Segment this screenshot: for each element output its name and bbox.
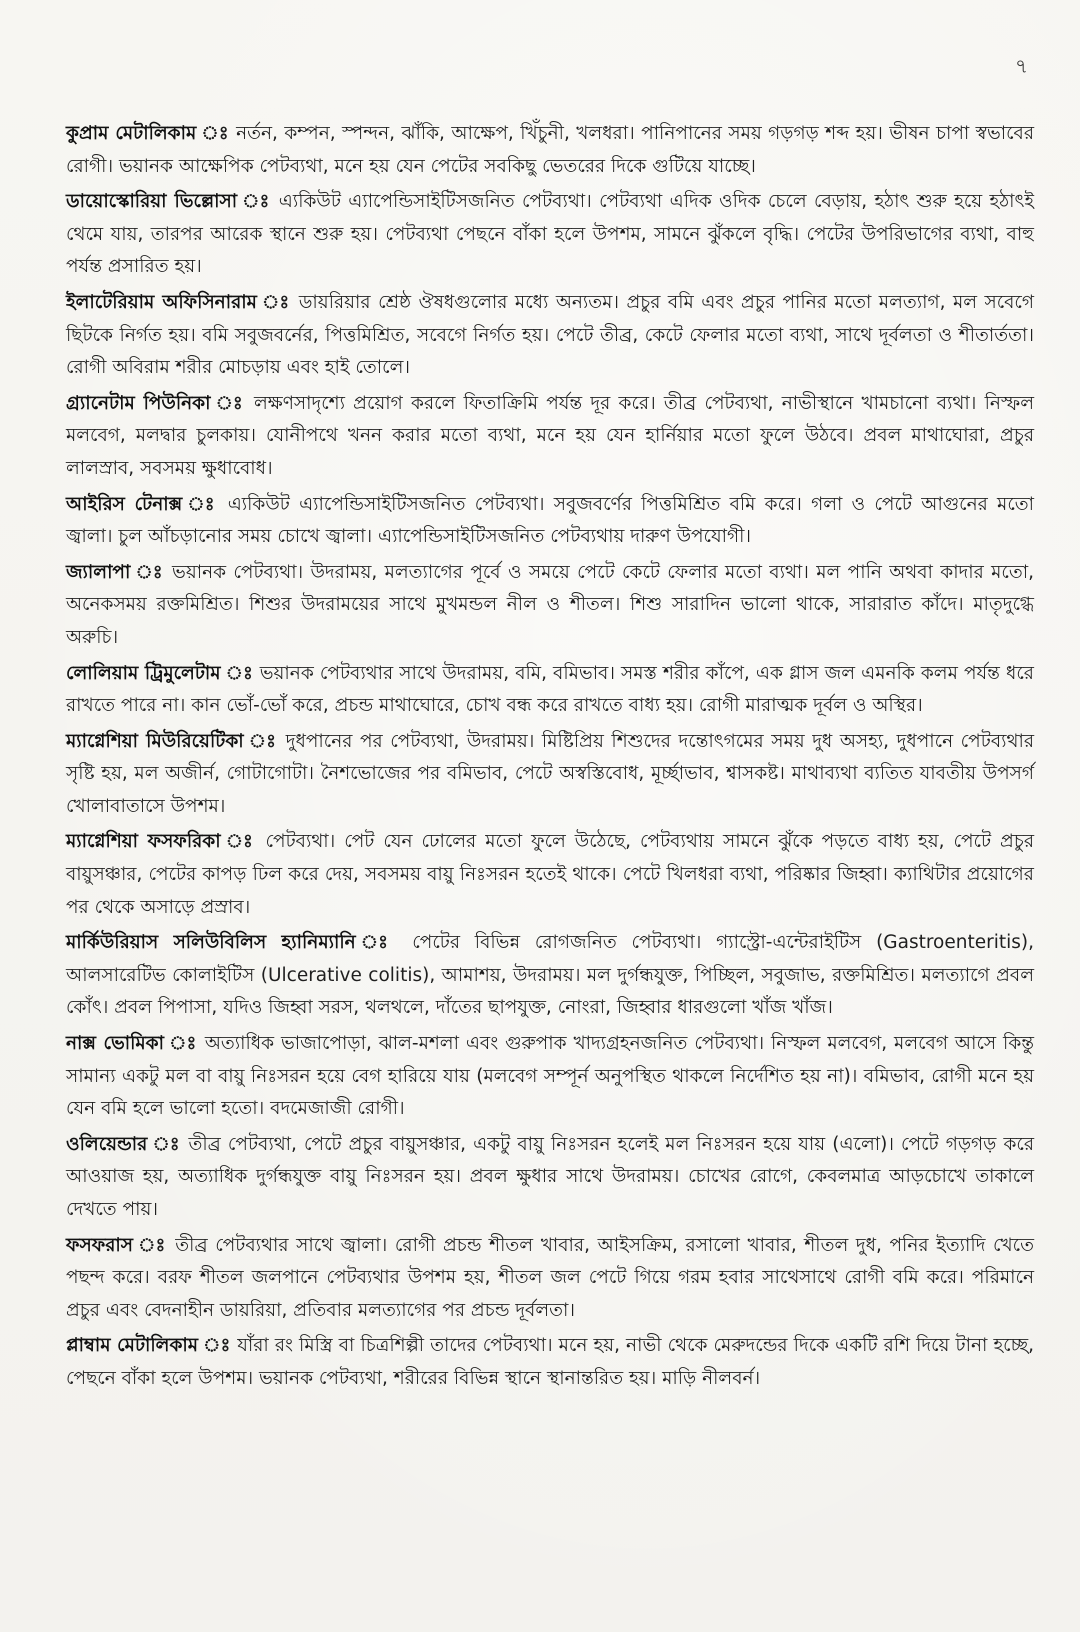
- remedy-name: ওলিয়েন্ডার: [66, 1133, 148, 1155]
- remedy-description: এ্যকিউট এ্যাপেন্ডিসাইটিসজনিত পেটব্যথা। সবুজবর্ণের পিত্তমিশ্রিত বমি করে। গলা ও পেটে আগুনের মতো জ্বালা। চুল আঁচড়ানোর সময় চোখে জ্বালা। এ্যাপেন্ডিসাইটিসজনিত পেটব্যথায় দারুণ উপযোগী।: [66, 493, 1035, 548]
- remedy-entry-dioscorea: ডায়োস্কোরিয়া ভিল্লোসা ঃ এ্যকিউট এ্যাপেন্ডিসাইটিসজনিত পেটব্যথা। পেটব্যথা এদিক ওদিক চেলে বেড়ায়, হঠাৎ শুরু হয়ে হঠাৎই থেমে যায়, তারপর আরেক স্থানে শুরু হয়। পেটব্যথা পেছনে বাঁকা হলে উপশম, সামনে ঝুঁকলে বৃদ্ধি। পেটের উপরিভাগের ব্যথা, বাহু পর্যন্ত প্রসারিত হয়।: [66, 191, 1034, 278]
- remedy-name: জ্যালাপা: [66, 561, 131, 583]
- remedy-entry-plumbum: প্লাম্বাম মেটালিকাম ঃ যাঁরা রং মিস্ত্রি বা চিত্রশিল্পী তাদের পেটব্যথা। মনে হয়, নাভী থেকে মেরুদন্ডের দিকে একটি রশি দিয়ে টানা হচ্ছে, পেছনে বাঁকা হলে উপশম। ভয়ানক পেটব্যথা, শরীরের বিভিন্ন স্থানে স্থানান্তরিত হয়। মাড়ি নীলবর্ন।: [66, 1335, 1034, 1389]
- remedy-description: ভয়ানক পেটব্যথা। উদরাময়, মলত্যাগের পূর্বে ও সময়ে পেটে কেটে ফেলার মতো ব্যথা। মল পানি অথবা কাদার মতো, অনেকসময় রক্তমিশ্রিত। শিশুর উদরাময়ের সাথে মুখমন্ডল নীল ও শীতল। শিশু সারাদিন ভালো থাকে, সারারাত কাঁদে। মাতৃদুগ্ধে অরুচি।: [66, 561, 1034, 648]
- remedy-name: লোলিয়াম ট্রিমুলেটাম: [66, 662, 221, 684]
- remedy-entry-phosphorus: ফসফরাস ঃ তীব্র পেটব্যথার সাথে জ্বালা। রোগী প্রচন্ড শীতল খাবার, আইসক্রিম, রসালো খাবার, শীতল দুধ, পনির ইত্যাদি খেতে পছন্দ করে। বরফ শীতল জলপানে পেটব্যথার উপশম হয়, শীতল জল পেটে গিয়ে গরম হবার সাথেসাথে রোগী বমি করে। পরিমানে প্রচুর এবং বেদনাহীন ডায়রিয়া, প্রতিবার মলত্যাগের পর প্রচন্ড দূর্বলতা।: [66, 1234, 1035, 1321]
- remedy-description: অত্যাধিক ভাজাপোড়া, ঝাল-মশলা এবং গুরুপাক খাদ্যগ্রহনজনিত পেটব্যথা। নিস্ফল মলবেগ, মলবেগ আসে কিন্তু সামান্য একটু মল বা বায়ু নিঃসরন হয়ে বেগ হারিয়ে যায় (মলবেগ সম্পূর্ন অনুপস্থিত থাকলে নির্দেশিত হয় না)। বমিভাব, রোগী মনে হয় যেন বমি হলে ভালো হতো। বদমেজাজী রোগী।: [66, 1033, 1035, 1120]
- remedy-name: প্লাম্বাম মেটালিকাম: [66, 1335, 199, 1357]
- remedy-description: পেটব্যথা। পেট যেন ঢোলের মতো ফুলে উঠেছে, পেটব্যথায় সামনে ঝুঁকে পড়তে বাধ্য হয়, পেটে প্রচুর বায়ুসঞ্চার, পেটের কাপড় ঢিল করে দেয়, সবসময় বায়ু নিঃসরন হতেই থাকে। পেটে খিলধরা ব্যথা, পরিষ্কার জিহ্বা। ক্যাথিটার প্রয়োগের পর থেকে অসাড়ে প্রস্রাব।: [66, 831, 1034, 918]
- remedy-description: লক্ষণসাদৃশ্যে প্রয়োগ করলে ফিতাক্রিমি পর্যন্ত দূর করে। তীব্র পেটব্যথা, নাভীস্থানে খামচানো ব্যথা। নিস্ফল মলবেগ, মলদ্বার চুলকায়। যোনীপথে খনন করার মতো ব্যথা, মনে হয় যেন হার্নিয়ার মতো ফুলে উঠবে। প্রবল মাথাঘোরা, প্রচুর লালস্রাব, সবসময় ক্ষুধাবোধ।: [66, 392, 1035, 479]
- remedy-entry-oleander: ওলিয়েন্ডার ঃ তীব্র পেটব্যথা, পেটে প্রচুর বায়ুসঞ্চার, একটু বায়ু নিঃসরন হলেই মল নিঃসরন হয়ে যায় (এলো)। পেটে গড়গড় করে আওয়াজ হয়, অত্যাধিক দুর্গন্ধযুক্ত বায়ু নিঃসরন হয়। প্রবল ক্ষুধার সাথে উদরাময়। চোখের রোগে, কেবলমাত্র আড়চোখে তাকালে দেখতে পায়।: [66, 1133, 1034, 1220]
- remedy-name: ফসফরাস: [66, 1234, 134, 1256]
- remedy-description: দুধপানের পর পেটব্যথা, উদরাময়। মিষ্টিপ্রিয় শিশুদের দন্তোৎগমের সময় দুধ অসহ্য, দুধপানে পেটব্যথার সৃষ্টি হয়, মল অজীর্ন, গোটাগোটা। নৈশভোজের পর বমিভাব, পেটে অস্বস্তিবোধ, মূর্চ্ছাভাব, শ্বাসকষ্ট। মাথাব্যথা ব্যতিত যাবতীয় উপসর্গ খোলাবাতাসে উপশম।: [66, 730, 1034, 817]
- remedy-name: ইলাটেরিয়াম অফিসিনারাম: [66, 291, 257, 313]
- remedy-description: যাঁরা রং মিস্ত্রি বা চিত্রশিল্পী তাদের পেটব্যথা। মনে হয়, নাভী থেকে মেরুদন্ডের দিকে একটি রশি দিয়ে টানা হচ্ছে, পেছনে বাঁকা হলে উপশম। ভয়ানক পেটব্যথা, শরীরের বিভিন্ন স্থানে স্থানান্তরিত হয়। মাড়ি নীলবর্ন।: [66, 1335, 1034, 1389]
- remedy-name: ডায়োস্কোরিয়া ভিল্লোসা: [66, 191, 238, 213]
- remedy-entry-iris: আইরিস টেনাক্স ঃ এ্যকিউট এ্যাপেন্ডিসাইটিসজনিত পেটব্যথা। সবুজবর্ণের পিত্তমিশ্রিত বমি করে। গলা ও পেটে আগুনের মতো জ্বালা। চুল আঁচড়ানোর সময় চোখে জ্বালা। এ্যাপেন্ডিসাইটিসজনিত পেটব্যথায় দারুণ উপযোগী।: [66, 493, 1035, 548]
- remedy-description: নর্তন, কম্পন, স্পন্দন, ঝাঁকি, আক্ষেপ, খিঁচুনী, খলধরা। পানিপানের সময় গড়গড় শব্দ হয়। ভীষন চাপা স্বভাবের রোগী। ভয়ানক আক্ষেপিক পেটব্যথা, মনে হয় যেন পেটের সবকিছু ভেতরের দিকে গুটিয়ে যাচ্ছে।: [66, 123, 1034, 177]
- remedy-description: ভয়ানক পেটব্যথার সাথে উদরাময়, বমি, বমিভাব। সমস্ত শরীর কাঁপে, এক গ্লাস জল এমনকি কলম পর্যন্ত ধরে রাখতে পারে না। কান ভোঁ-ভোঁ করে, প্রচন্ড মাথাঘোরে, চোখ বন্ধ করে রাখতে বাধ্য হয়। রোগী মারাত্মক দূর্বল ও অস্থির।: [66, 662, 1034, 717]
- remedy-name: কুপ্রাম মেটালিকাম: [66, 123, 197, 144]
- remedy-name: গ্র্যানেটাম পিউনিকা: [66, 392, 211, 414]
- entry-list: [66, 118, 1034, 1399]
- remedy-entry-granatum: গ্র্যানেটাম পিউনিকা ঃ লক্ষণসাদৃশ্যে প্রয়োগ করলে ফিতাক্রিমি পর্যন্ত দূর করে। তীব্র পেটব্যথা, নাভীস্থানে খামচানো ব্যথা। নিস্ফল মলবেগ, মলদ্বার চুলকায়। যোনীপথে খনন করার মতো ব্যথা, মনে হয় যেন হার্নিয়ার মতো ফুলে উঠবে। প্রবল মাথাঘোরা, প্রচুর লালস্রাব, সবসময় ক্ষুধাবোধ।: [66, 392, 1035, 479]
- remedy-description: তীব্র পেটব্যথা, পেটে প্রচুর বায়ুসঞ্চার, একটু বায়ু নিঃসরন হলেই মল নিঃসরন হয়ে যায় (এলো)। পেটে গড়গড় করে আওয়াজ হয়, অত্যাধিক দুর্গন্ধযুক্ত বায়ু নিঃসরন হয়। প্রবল ক্ষুধার সাথে উদরাময়। চোখের রোগে, কেবলমাত্র আড়চোখে তাকালে দেখতে পায়।: [66, 1133, 1034, 1220]
- remedy-entry-cuprum: কুপ্রাম মেটালিকাম ঃ নর্তন, কম্পন, স্পন্দন, ঝাঁকি, আক্ষেপ, খিঁচুনী, খলধরা। পানিপানের সময় গড়গড় শব্দ হয়। ভীষন চাপা স্বভাবের রোগী। ভয়ানক আক্ষেপিক পেটব্যথা, মনে হয় যেন পেটের সবকিছু ভেতরের দিকে গুটিয়ে যাচ্ছে।: [66, 123, 1034, 177]
- remedy-description: পেটের বিভিন্ন রোগজনিত পেটব্যথা। গ্যাস্ট্রো-এন্টেরাইটিস (Gastroenteritis), আলসারেটিভ কোলাইটিস (Ulcerative colitis), আমাশয়, উদরাময়। মল দুর্গন্ধযুক্ত, পিচ্ছিল, সবুজাভ, রক্তমিশ্রিত। মলত্যাগে প্রবল কোঁৎ। প্রবল পিপাসা, যদিও জিহ্বা সরস, থলথলে, দাঁতের ছাপযুক্ত, নোংরা, জিহ্বার ধারগুলো খাঁজ খাঁজ।: [66, 932, 1034, 1019]
- remedy-entry-lolium: লোলিয়াম ট্রিমুলেটাম ঃ ভয়ানক পেটব্যথার সাথে উদরাময়, বমি, বমিভাব। সমস্ত শরীর কাঁপে, এক গ্লাস জল এমনকি কলম পর্যন্ত ধরে রাখতে পারে না। কান ভোঁ-ভোঁ করে, প্রচন্ড মাথাঘোরে, চোখ বন্ধ করে রাখতে বাধ্য হয়। রোগী মারাত্মক দূর্বল ও অস্থির।: [66, 662, 1034, 717]
- remedy-entry-nux-vomica: নাক্স ভোমিকা ঃ অত্যাধিক ভাজাপোড়া, ঝাল-মশলা এবং গুরুপাক খাদ্যগ্রহনজনিত পেটব্যথা। নিস্ফল মলবেগ, মলবেগ আসে কিন্তু সামান্য একটু মল বা বায়ু নিঃসরন হয়ে বেগ হারিয়ে যায় (মলবেগ সম্পূর্ন অনুপস্থিত থাকলে নির্দেশিত হয় না)। বমিভাব, রোগী মনে হয় যেন বমি হলে ভালো হতো। বদমেজাজী রোগী।: [66, 1033, 1035, 1120]
- remedy-description: ডায়রিয়ার শ্রেষ্ঠ ঔষধগুলোর মধ্যে অন্যতম। প্রচুর বমি এবং প্রচুর পানির মতো মলত্যাগ, মল সবেগে ছিটকে নির্গত হয়। বমি সবুজবর্নের, পিত্তমিশ্রিত, সবেগে নির্গত হয়। পেটে তীব্র, কেটে ফেলার মতো ব্যথা, সাথে দূর্বলতা ও শীতার্ততা। রোগী অবিরাম শরীর মোচড়ায় এবং হাই তোলে।: [66, 291, 1034, 379]
- remedy-entry-mag-phos: ম্যাগ্নেশিয়া ফসফরিকা ঃ পেটব্যথা। পেট যেন ঢোলের মতো ফুলে উঠেছে, পেটব্যথায় সামনে ঝুঁকে পড়তে বাধ্য হয়, পেটে প্রচুর বায়ুসঞ্চার, পেটের কাপড় ঢিল করে দেয়, সবসময় বায়ু নিঃসরন হতেই থাকে। পেটে খিলধরা ব্যথা, পরিষ্কার জিহ্বা। ক্যাথিটার প্রয়োগের পর থেকে অসাড়ে প্রস্রাব।: [66, 831, 1034, 918]
- remedy-entry-mag-mur: ম্যাগ্নেশিয়া মিউরিয়েটিকা ঃ দুধপানের পর পেটব্যথা, উদরাময়। মিষ্টিপ্রিয় শিশুদের দন্তোৎগমের সময় দুধ অসহ্য, দুধপানে পেটব্যথার সৃষ্টি হয়, মল অজীর্ন, গোটাগোটা। নৈশভোজের পর বমিভাব, পেটে অস্বস্তিবোধ, মূর্চ্ছাভাব, শ্বাসকষ্ট। মাথাব্যথা ব্যতিত যাবতীয় উপসর্গ খোলাবাতাসে উপশম।: [66, 730, 1034, 817]
- remedy-name: ম্যাগ্নেশিয়া মিউরিয়েটিকা: [66, 730, 244, 752]
- page-number: ৭: [1014, 54, 1028, 78]
- remedy-description: এ্যকিউট এ্যাপেন্ডিসাইটিসজনিত পেটব্যথা। পেটব্যথা এদিক ওদিক চেলে বেড়ায়, হঠাৎ শুরু হয়ে হঠাৎই থেমে যায়, তারপর আরেক স্থানে শুরু হয়। পেটব্যথা পেছনে বাঁকা হলে উপশম, সামনে ঝুঁকলে বৃদ্ধি। পেটের উপরিভাগের ব্যথা, বাহু পর্যন্ত প্রসারিত হয়।: [66, 191, 1034, 278]
- remedy-description: তীব্র পেটব্যথার সাথে জ্বালা। রোগী প্রচন্ড শীতল খাবার, আইসক্রিম, রসালো খাবার, শীতল দুধ, পনির ইত্যাদি খেতে পছন্দ করে। বরফ শীতল জলপানে পেটব্যথার উপশম হয়, শীতল জল পেটে গিয়ে গরম হবার সাথেসাথে রোগী বমি করে। পরিমানে প্রচুর এবং বেদনাহীন ডায়রিয়া, প্রতিবার মলত্যাগের পর প্রচন্ড দূর্বলতা।: [66, 1234, 1035, 1321]
- remedy-name: মার্কিউরিয়াস সলিউবিলিস হ্যানিম্যানি: [66, 932, 356, 954]
- remedy-entry-elaterium: ইলাটেরিয়াম অফিসিনারাম ঃ ডায়রিয়ার শ্রেষ্ঠ ঔষধগুলোর মধ্যে অন্যতম। প্রচুর বমি এবং প্রচুর পানির মতো মলত্যাগ, মল সবেগে ছিটকে নির্গত হয়। বমি সবুজবর্নের, পিত্তমিশ্রিত, সবেগে নির্গত হয়। পেটে তীব্র, কেটে ফেলার মতো ব্যথা, সাথে দূর্বলতা ও শীতার্ততা। রোগী অবিরাম শরীর মোচড়ায় এবং হাই তোলে।: [66, 291, 1034, 379]
- remedy-name: আইরিস টেনাক্স: [66, 493, 183, 515]
- remedy-entry-jalapa: জ্যালাপা ঃ ভয়ানক পেটব্যথা। উদরাময়, মলত্যাগের পূর্বে ও সময়ে পেটে কেটে ফেলার মতো ব্যথা। মল পানি অথবা কাদার মতো, অনেকসময় রক্তমিশ্রিত। শিশুর উদরাময়ের সাথে মুখমন্ডল নীল ও শীতল। শিশু সারাদিন ভালো থাকে, সারারাত কাঁদে। মাতৃদুগ্ধে অরুচি।: [66, 561, 1034, 648]
- remedy-name: ম্যাগ্নেশিয়া ফসফরিকা: [66, 831, 221, 853]
- remedy-entry-merc-sol: মার্কিউরিয়াস সলিউবিলিস হ্যানিম্যানি ঃ পেটের বিভিন্ন রোগজনিত পেটব্যথা। গ্যাস্ট্রো-এন্টেরাইটিস (Gastroenteritis), আলসারেটিভ কোলাইটিস (Ulcerative colitis), আমাশয়, উদরাময়। মল দুর্গন্ধযুক্ত, পিচ্ছিল, সবুজাভ, রক্তমিশ্রিত। মলত্যাগে প্রবল কোঁৎ। প্রবল পিপাসা, যদিও জিহ্বা সরস, থলথলে, দাঁতের ছাপযুক্ত, নোংরা, জিহ্বার ধারগুলো খাঁজ খাঁজ।: [66, 932, 1034, 1019]
- remedy-name: নাক্স ভোমিকা: [66, 1033, 164, 1055]
